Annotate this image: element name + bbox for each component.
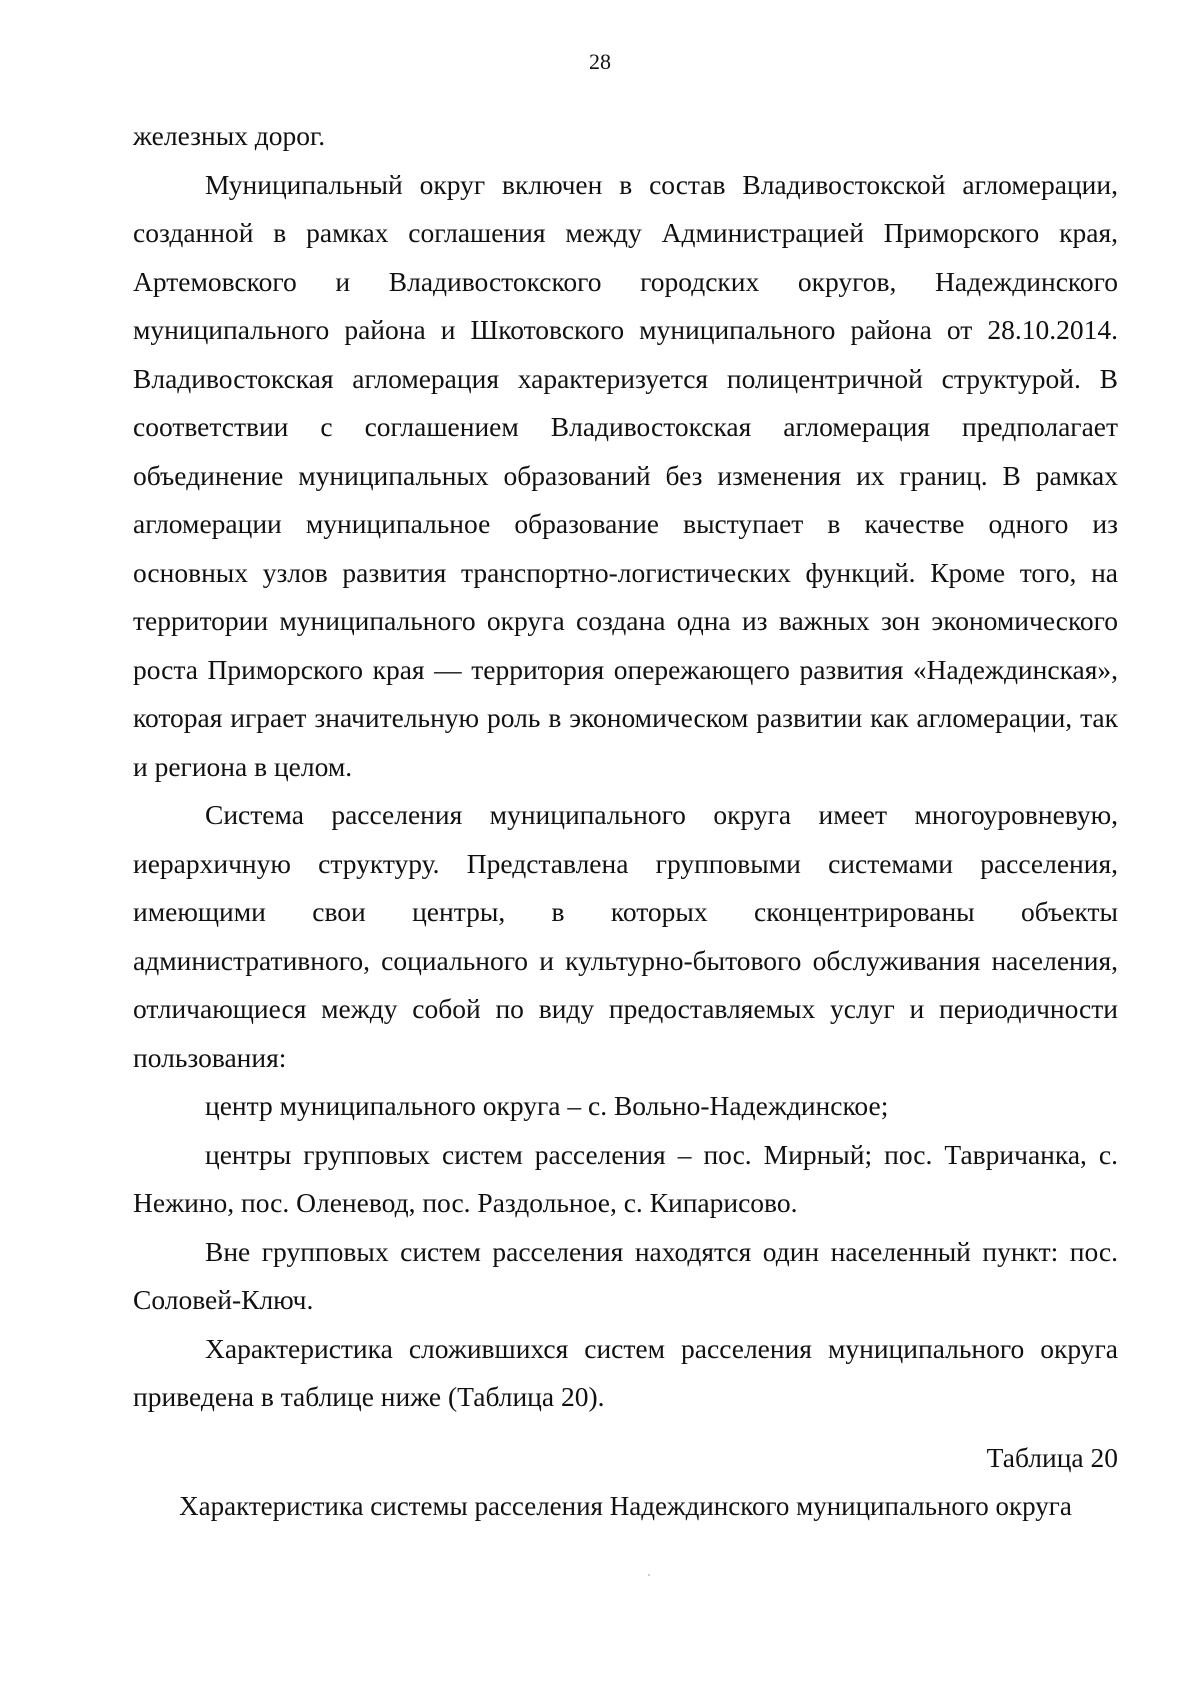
- page-number: 28: [589, 49, 611, 74]
- paragraph-settlement-system: Система расселения муниципального округа имеет многоуровневую, иерархичную структуру. Представлена групповыми системами расселения, имеющими свои центры, в которых сконцентрированы объекты административного, социального и культурно-бытового обслуживания населения, отличающиеся между собой по виду предоставляемых услуг и периодичности пользования:: [133, 799, 1118, 1073]
- scan-speck: [648, 1574, 650, 1576]
- document-body: [133, 112, 1118, 1530]
- paragraph-group-centers: центры групповых систем расселения – пос. Мирный; пос. Тавричанка, с. Нежино, пос. Оленевод, пос. Раздольное, с. Кипарисово.: [133, 1138, 1118, 1218]
- paragraph-agglomeration: Муниципальный округ включен в состав Владивостокской агломерации, созданной в рамках соглашения между Администрацией Приморского края, Артемовского и Владивостокского городских округов, Надеждинского муниципального района и Шкотовского муниципального района от 28.10.2014. Владивостокская агломерация характеризуется полицентричной структурой. В соответствии с соглашением Владивостокская агломерация предполагает объединение муниципальных образований без изменения их границ. В рамках агломерации муниципальное образование выступает в качестве одного из основных узлов развития транспортно-логистических функций. Кроме того, на территории муниципального округа создана одна из важных зон экономического роста Приморского края — территория опережающего развития «Надеждинская», которая играет значительную роль в экономическом развитии как агломерации, так и региона в целом.: [133, 168, 1118, 782]
- table-number-label: Таблица 20: [986, 1441, 1118, 1473]
- paragraph-continuation: железных дорог.: [133, 120, 326, 151]
- table-title: Характеристика системы расселения Надеждинского муниципального округа: [179, 1491, 1072, 1521]
- paragraph-table-reference: Характеристика сложившихся систем расселения муниципального округа приведена в таблице ниже (Таблица 20).: [133, 1332, 1118, 1412]
- paragraph-district-center: центр муниципального округа – с. Вольно-Надеждинское;: [205, 1090, 889, 1121]
- paragraph-outside-groups: Вне групповых систем расселения находятся один населенный пункт: пос. Соловей-Ключ.: [133, 1235, 1118, 1315]
